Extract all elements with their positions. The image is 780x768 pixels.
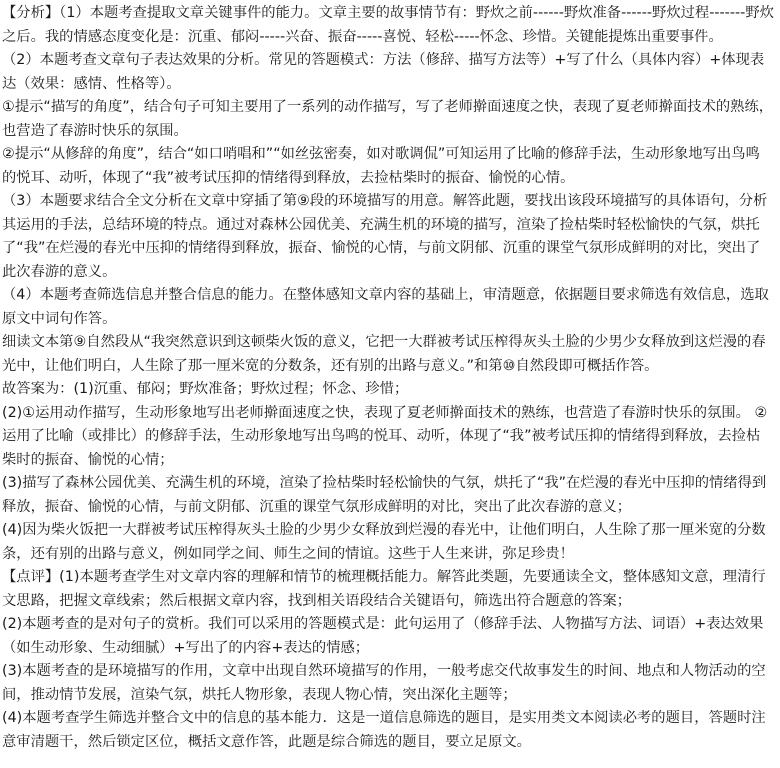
analysis-paragraph-1: 【分析】（1）本题考查提取文章关键事件的能力。文章主要的故事情节有：野炊之前------野炊准备------野炊过程-------野炊之后。我的情感态度变化是：沉重、郁闷-----兴奋、振奋-----喜悦、轻松-----怀念、珍惜。关键能提炼出重要事件。 (2, 5, 774, 45)
answer-line-4: (4)因为柴火饭把一大群被考试压榨得灰头土脸的少男少女释放到烂漫的春光中，让他们明白，人生除了那一厘米宽的分数条，还有别的出路与意义，例如同学之间、师生之间的情谊。这些于人生来讲，弥足珍贵！ (2, 522, 766, 562)
analysis-paragraph-7: 细读文本第⑨自然段从“我突然意识到这顿柴火饭的意义，它把一大群被考试压榨得灰头土脸的少男少女释放到这烂漫的春光中，让他们明白，人生除了那一厘米宽的分数条，还有别的出路与意义。”和第⑩自然段即可概括作答。 (2, 334, 766, 374)
comment-paragraph-3: (3)本题考查的是环境描写的作用，文章中出现自然环境描写的作用，一般考虑交代故事发生的时间、地点和人物活动的空间，推动情节发展，渲染气氛，烘托人物形象，表现人物心情，突出深化主题等； (2, 663, 766, 703)
answer-line-1: 故答案为：(1)沉重、郁闷；野炊准备；野炊过程；怀念、珍惜； (2, 381, 409, 397)
comment-paragraph-1: 【点评】(1)本题考查学生对文章内容的理解和情节的梳理概括能力。解答此类题，先要通读全文，整体感知文意，理清行文思路，把握文章线索；然后根据文章内容，找到相关语段结合关键语句，筛选出符合题意的答案； (2, 569, 766, 609)
comment-paragraph-2: (2)本题考查的是对句子的赏析。我们可以采用的答题模式是：此句运用了（修辞手法、人物描写方法、词语）+表达效果（如生动形象、生动细腻）+写出了的内容+表达的情感； (2, 616, 764, 656)
comment-paragraph-4: (4)本题考查学生筛选并整合文中的信息的基本能力．这是一道信息筛选的题目，是实用类文本阅读必考的题目，答题时注意审清题干，然后锁定区位，概括文意作答，此题是综合筛选的题目，要立足原文。 (2, 710, 766, 750)
analysis-paragraph-4: ②提示“从修辞的角度”，结合“如口哨唱和”“如丝弦密奏，如对歌调侃”可知运用了比喻的修辞手法，生动形象地写出鸟鸣的悦耳、动听，体现了“我”被考试压抑的情绪得到释放，去捡枯柴时的振奋、愉悦的心情。 (2, 146, 760, 186)
analysis-paragraph-5: （3）本题要求结合全文分析在文章中穿插了第⑨段的环境描写的用意。解答此题，要找出该段环境描写的具体语句，分析其运用的手法，总结环境的特点。通过对森林公园优美、充满生机的环境的描写，渲染了捡枯柴时轻松愉快的气氛，烘托了“我”在烂漫的春光中压抑的情绪得到释放，振奋、愉悦的心情，与前文阴郁、沉重的课堂气氛形成鲜明的对比，突出了此次春游的意义。 (2, 193, 768, 280)
analysis-paragraph-2: （2）本题考查文章句子表达效果的分析。常见的答题模式：方法（修辞、描写方法等）+写了什么（具体内容）+体现表达（效果：感情、性格等）。 (2, 52, 765, 92)
analysis-paragraph-6: （4）本题考查筛选信息并整合信息的能力。在整体感知文章内容的基础上，审清题意，依据题目要求筛选有效信息，选取原文中词句作答。 (2, 287, 769, 327)
answer-line-2: (2)①运用动作描写，生动形象地写出老师擀面速度之快，表现了夏老师擀面技术的熟练，也营造了春游时快乐的氛围。 ②运用了比喻（或排比）的修辞手法，生动形象地写出鸟鸣的悦耳、动听，体现了“我”被考试压抑的情绪得到释放，去捡枯柴时的振奋、愉悦的心情； (2, 404, 768, 468)
answer-line-3: (3)描写了森林公园优美、充满生机的环境，渲染了捡枯柴时轻松愉快的气氛，烘托了“我”在烂漫的春光中压抑的情绪得到释放，振奋、愉悦的心情，与前文阴郁、沉重的课堂气氛形成鲜明的对比，突出了此次春游的意义； (2, 475, 767, 515)
analysis-paragraph-3: ①提示“描写的角度”，结合句子可知主要用了一系列的动作描写，写了老师擀面速度之快，表现了夏老师擀面技术的熟练，也营造了春游时快乐的氛围。 (2, 99, 774, 139)
